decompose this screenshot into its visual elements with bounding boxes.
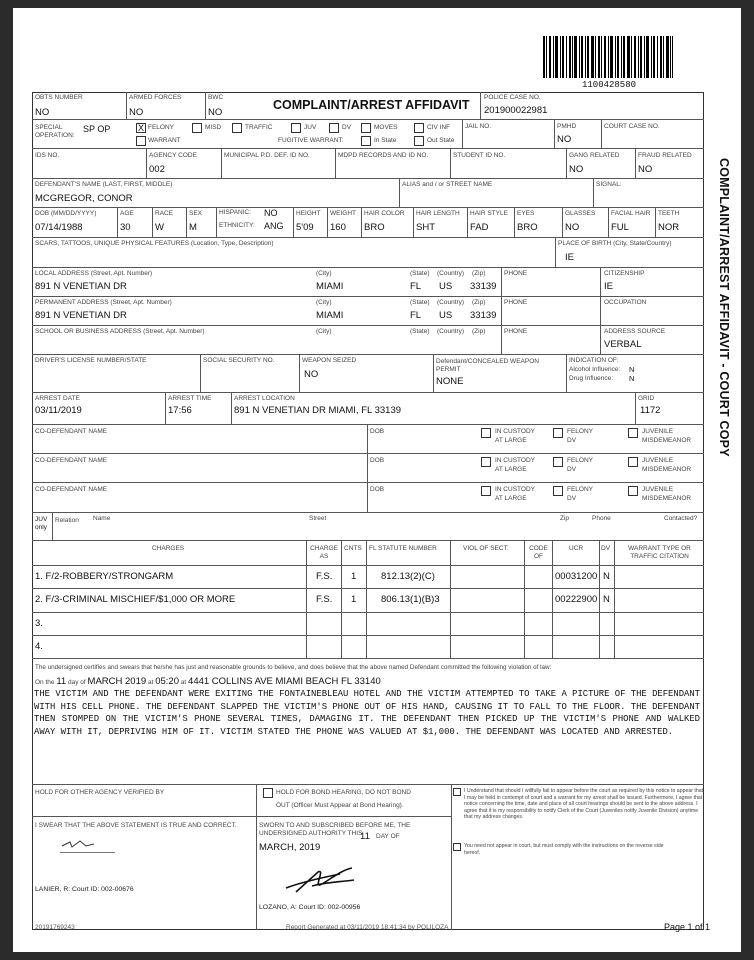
ethnicity-label: ETHNICITY: bbox=[219, 222, 255, 229]
age-value: 30 bbox=[120, 222, 131, 233]
felony-checkbox[interactable] bbox=[553, 457, 563, 467]
certification-text: The undersigned certifies and swears that he/she has just and reasonable grounds to believe, and does believe that the above named Defendant committed the following violation of law: bbox=[35, 664, 552, 671]
charge-as: F.S. bbox=[316, 594, 333, 605]
local-state-label: (State) bbox=[410, 270, 430, 277]
perm-country: US bbox=[439, 310, 453, 321]
perm-city: MIAMI bbox=[316, 310, 344, 321]
juvenile-label: JUVENILE bbox=[642, 486, 674, 493]
offense-location: 4441 COLLINS AVE MIAMI BEACH FL 33140 bbox=[188, 676, 381, 687]
offense-month: MARCH 2019 bbox=[87, 676, 147, 687]
hair-value: BRO bbox=[364, 222, 385, 233]
gang-label: GANG RELATED bbox=[569, 152, 620, 159]
codef-dv-label: DV bbox=[567, 466, 577, 473]
armed-value: NO bbox=[129, 107, 144, 118]
pmhd-label: PMHD bbox=[557, 123, 577, 130]
bwc-label: BWC bbox=[208, 94, 224, 101]
student-label: STUDENT ID NO. bbox=[453, 152, 506, 159]
municipal-label: MUNICIPAL P.D. DEF. ID NO. bbox=[224, 152, 310, 159]
juv-zip-label: Zip bbox=[560, 515, 570, 522]
charge-counts: 1 bbox=[351, 571, 357, 582]
arrest-location: 891 N VENETIAN DR MIAMI, FL 33139 bbox=[234, 405, 402, 416]
gang-value: NO bbox=[569, 164, 584, 175]
needs-not-checkbox[interactable] bbox=[453, 843, 461, 851]
hispanic-label: HISPANIC: bbox=[219, 209, 252, 216]
scars-label: SCARS, TATTOOS, UNIQUE PHYSICAL FEATURES (Location, Type, Description) bbox=[35, 240, 274, 247]
arrest-date-label: ARREST DATE bbox=[35, 395, 80, 402]
pob-value: IE bbox=[565, 252, 574, 263]
hold-bond-checkbox[interactable] bbox=[263, 788, 273, 798]
charge-ucr: 00222900 bbox=[555, 594, 598, 605]
glasses-label: GLASSES bbox=[565, 210, 596, 217]
alcohol-label: Alcohol Influence: bbox=[569, 366, 621, 373]
dv-checkbox[interactable] bbox=[329, 123, 339, 133]
agency-label: AGENCY CODE bbox=[149, 152, 197, 159]
civinf-label: CIV INF bbox=[427, 124, 451, 131]
race-value: W bbox=[155, 222, 164, 233]
weight-value: 160 bbox=[330, 222, 346, 233]
hold-other-label: HOLD FOR OTHER AGENCY VERIFIED BY bbox=[35, 789, 165, 796]
juv-phone-label: Phone bbox=[592, 515, 611, 522]
atlarge-label: AT LARGE bbox=[495, 437, 527, 444]
ucr-header: UCR bbox=[569, 545, 584, 552]
cnts-header: CNTS bbox=[344, 545, 362, 552]
traffic-checkbox[interactable] bbox=[232, 123, 242, 133]
warrant-checkbox[interactable] bbox=[136, 136, 146, 146]
charge-dv: N bbox=[603, 594, 610, 605]
jail-label: JAIL NO. bbox=[465, 123, 492, 130]
local-country: US bbox=[439, 281, 453, 292]
officer-initials bbox=[60, 838, 100, 850]
sex-value: M bbox=[189, 222, 197, 233]
sworn-dayof: DAY OF bbox=[376, 833, 400, 840]
charge-description: 1. F/2-ROBBERY/STRONGARM bbox=[35, 571, 174, 582]
hairlen-label: HAIR LENGTH bbox=[416, 210, 460, 217]
agency-value: 002 bbox=[149, 164, 165, 175]
obts-value: NO bbox=[35, 107, 50, 118]
juv-label: JUV bbox=[304, 124, 317, 131]
local-city-label: (City) bbox=[316, 270, 332, 277]
facial-label: FACIAL HAIR bbox=[611, 210, 651, 217]
special-label: SPECIAL OPERATION: bbox=[35, 124, 75, 139]
hairlen-value: SHT bbox=[416, 222, 435, 233]
outstate-label: Out State bbox=[427, 137, 455, 144]
court-case-label: COURT CASE NO. bbox=[604, 123, 660, 130]
perm-state: FL bbox=[410, 310, 422, 321]
sex-label: SEX bbox=[189, 210, 203, 217]
defendant-signature bbox=[282, 862, 362, 900]
mdpd-label: MDPD RECORDS AND ID NO. bbox=[338, 152, 429, 159]
perm-street: 891 N VENETIAN DR bbox=[35, 310, 127, 321]
felony-checkbox[interactable] bbox=[553, 428, 563, 438]
school-phone-label: PHONE bbox=[504, 328, 528, 335]
narrative: THE VICTIM AND THE DEFENDANT WERE EXITING THE FONTAINEBLEAU HOTEL AND THE VICTIM ATTEMPTED TO TAKE A PICTURE OF THE DEFENDANT WITH HIS CELL PHONE. THE DEFENDANT SLAPPED THE VICTIM'S PHONE OUT OF HIS HAND, CAUSING IT TO FALL TO THE FLOOR. THE DEFENDANT THEN STOMPED ON THE VICTIM'S PHONE SEVERAL TIMES, DAMAGING IT. THE DEFENDANT THEN PICKED UP THE VICTIM'S PHONE AND WALKED AWAY WITH IT, DEPRIVING HIM OF IT. VICTIM STATED THE PHONE WAS VALUED AT $1,000. THE DEFENDANT WAS LOCATED AND ARRESTED. bbox=[34, 689, 700, 737]
signature-line bbox=[60, 852, 115, 853]
school-state-label: (State) bbox=[410, 328, 430, 335]
barcode-number: 1100428580 bbox=[582, 80, 637, 90]
swear-statement: I SWEAR THAT THE ABOVE STATEMENT IS TRUE AND CORRECT. bbox=[35, 822, 237, 829]
hold-bond-label-2: OUT (Officer Must Appear at Bond Hearing). bbox=[276, 802, 404, 809]
barcode bbox=[543, 36, 673, 78]
juvenile-label: JUVENILE bbox=[642, 457, 674, 464]
teeth-label: TEETH bbox=[658, 210, 680, 217]
charge-as: F.S. bbox=[316, 571, 333, 582]
special-value: SP OP bbox=[83, 124, 111, 134]
school-country-label: (Country) bbox=[437, 328, 465, 335]
police-case-label: POLICE CASE NO. bbox=[484, 94, 541, 101]
dv-label: DV bbox=[342, 124, 352, 131]
juv-street-label: Street bbox=[309, 515, 327, 522]
arrest-time-label: ARREST TIME bbox=[168, 395, 212, 402]
perm-zip: 33139 bbox=[470, 310, 497, 321]
local-phone-label: PHONE bbox=[504, 270, 528, 277]
codef-misd-label: MISDEMEANOR bbox=[642, 495, 692, 502]
defendant-name: MCGREGOR, CONOR bbox=[35, 193, 133, 204]
misd-label: MISD bbox=[205, 124, 222, 131]
codef-misd-label: MISDEMEANOR bbox=[642, 466, 692, 473]
custody-label: IN CUSTODY bbox=[495, 457, 535, 464]
fraud-value: NO bbox=[638, 164, 653, 175]
charge-statute: 806.13(1)(B)3 bbox=[381, 594, 440, 605]
juvenile-checkbox[interactable] bbox=[628, 457, 638, 467]
footer-page: Page 1 of 1 bbox=[664, 922, 711, 932]
side-title: COMPLAINT/ARREST AFFIDAVIT - COURT COPY bbox=[717, 158, 731, 457]
charge-description: 4. bbox=[35, 641, 43, 652]
fugitive-label: FUGITIVE WARRANT: bbox=[278, 137, 344, 144]
weapon-label: WEAPON SEIZED bbox=[302, 357, 357, 364]
race-label: RACE bbox=[155, 210, 174, 217]
sworn-day: 11 bbox=[360, 831, 370, 842]
dob-value: 07/14/1988 bbox=[35, 222, 83, 233]
obts-label: OBTS NUMBER bbox=[35, 94, 83, 101]
moves-checkbox[interactable] bbox=[361, 123, 371, 133]
perm-phone-label: PHONE bbox=[504, 299, 528, 306]
ethnicity-value: ANG bbox=[264, 221, 284, 231]
viol-header: VIOL OF SECT. bbox=[463, 545, 509, 552]
custody-checkbox[interactable] bbox=[481, 486, 491, 496]
instate-label: In State bbox=[374, 137, 397, 144]
alias-label: ALIAS and / or STREET NAME bbox=[402, 181, 493, 188]
alcohol-value: N bbox=[629, 365, 635, 374]
armed-label: ARMED FORCES bbox=[129, 94, 182, 101]
co-defendant-dob-label: DOB bbox=[370, 457, 385, 464]
fraud-label: FRAUD RELATED bbox=[638, 152, 692, 159]
local-address-label: LOCAL ADDRESS (Street, Apt. Number) bbox=[35, 270, 153, 277]
local-city: MIAMI bbox=[316, 281, 344, 292]
juv-checkbox[interactable] bbox=[291, 123, 301, 133]
grid-label: GRID bbox=[638, 395, 655, 402]
code-header: CODE OF bbox=[529, 545, 548, 560]
co-defendant-dob-label: DOB bbox=[370, 486, 385, 493]
juv-contacted-label: Contacted? bbox=[664, 515, 698, 522]
drug-value: N bbox=[629, 374, 635, 383]
hairstyle-value: FAD bbox=[470, 222, 489, 233]
arrest-location-label: ARREST LOCATION bbox=[234, 395, 295, 402]
eyes-value: BRO bbox=[517, 222, 538, 233]
co-defendant-name-label: CO-DEFENDANT NAME bbox=[35, 457, 108, 464]
address-source-value: VERBAL bbox=[604, 339, 642, 350]
local-state: FL bbox=[410, 281, 422, 292]
school-zip-label: (Zip) bbox=[472, 328, 486, 335]
felony-label: FELONY bbox=[148, 124, 175, 131]
local-country-label: (Country) bbox=[437, 270, 465, 277]
sworn-month: MARCH, 2019 bbox=[259, 842, 321, 853]
officer-2: LOZANO, A: Court ID: 002-00956 bbox=[259, 904, 361, 911]
perm-address-label: PERMANENT ADDRESS (Street, Apt. Number) bbox=[35, 299, 172, 306]
warrant-label: WARRANT bbox=[148, 137, 181, 144]
co-defendant-name-label: CO-DEFENDANT NAME bbox=[35, 428, 108, 435]
custody-label: IN CUSTODY bbox=[495, 428, 535, 435]
perm-state-label: (State) bbox=[410, 299, 430, 306]
offense-day: 11 bbox=[56, 676, 67, 687]
teeth-value: NOR bbox=[658, 222, 680, 233]
concealed-weapon-value: NONE bbox=[436, 376, 464, 387]
dv-header: DV bbox=[601, 545, 611, 552]
concealed-weapon-label: Defendant/CONCEALED WEAPON PERMIT bbox=[436, 358, 539, 373]
officer-1: LANIER, R: Court ID: 002-00676 bbox=[35, 886, 134, 893]
drug-label: Drug Influence: bbox=[569, 375, 614, 382]
charge-statute: 812.13(2)(C) bbox=[381, 571, 435, 582]
felony-checkbox[interactable]: X bbox=[137, 123, 144, 133]
police-case-value: 201900022981 bbox=[484, 105, 548, 116]
height-label: HEIGHT bbox=[296, 210, 321, 217]
age-label: AGE bbox=[120, 210, 134, 217]
perm-city-label: (City) bbox=[316, 299, 332, 306]
weapon-value: NO bbox=[304, 369, 319, 380]
charge-counts: 1 bbox=[351, 594, 357, 605]
juvenile-checkbox[interactable] bbox=[628, 428, 638, 438]
school-city-label: (City) bbox=[316, 328, 332, 335]
juvenile-checkbox[interactable] bbox=[628, 486, 638, 496]
eyes-label: EYES bbox=[517, 210, 535, 217]
dl-label: DRIVER'S LICENSE NUMBER/STATE bbox=[35, 357, 147, 364]
charge-dv: N bbox=[603, 571, 610, 582]
custody-checkbox[interactable] bbox=[481, 428, 491, 438]
charge-as-header: CHARGE AS bbox=[310, 545, 338, 560]
footer-report: Report Generated at 03/11/2019 18:41:34 by POLILOZA bbox=[286, 924, 449, 931]
atlarge-label: AT LARGE bbox=[495, 466, 527, 473]
codef-felony-label: FELONY bbox=[567, 428, 594, 435]
hold-bond-label: HOLD FOR BOND HEARING, DO NOT BOND bbox=[276, 789, 411, 796]
statute-header: FL STATUTE NUMBER bbox=[369, 545, 437, 552]
understand-checkbox[interactable] bbox=[453, 788, 461, 796]
local-street: 891 N VENETIAN DR bbox=[35, 281, 127, 292]
citizenship-label: CITIZENSHIP bbox=[604, 270, 645, 277]
glasses-value: NO bbox=[565, 222, 580, 233]
occupation-label: OCCUPATION bbox=[604, 299, 647, 306]
codef-dv-label: DV bbox=[567, 437, 577, 444]
local-zip: 33139 bbox=[470, 281, 497, 292]
traffic-label: TRAFFIC bbox=[245, 124, 273, 131]
pmhd-value: NO bbox=[557, 134, 572, 145]
charge-description: 2. F/3-CRIMINAL MISCHIEF/$1,000 OR MORE bbox=[35, 594, 236, 605]
address-source-label: ADDRESS SOURCE bbox=[604, 328, 666, 335]
juvenile-label: JUVENILE bbox=[642, 428, 674, 435]
felony-checkbox[interactable] bbox=[553, 486, 563, 496]
civinf-checkbox[interactable] bbox=[414, 123, 424, 133]
arrest-date: 03/11/2019 bbox=[35, 405, 82, 416]
citizenship-value: IE bbox=[604, 281, 613, 292]
signal-label: SIGNAL: bbox=[596, 181, 622, 188]
hairstyle-label: HAIR STYLE bbox=[470, 210, 508, 217]
arrest-time: 17:56 bbox=[168, 405, 192, 416]
misd-checkbox[interactable] bbox=[192, 123, 202, 133]
bwc-value: NO bbox=[208, 107, 223, 118]
sworn-statement: SWORN TO AND SUBSCRIBED BEFORE ME, THE UNDERSIGNED AUTHORITY THIS bbox=[259, 822, 411, 837]
charges-header: CHARGES bbox=[152, 545, 185, 552]
footer-id: 20191769243 bbox=[35, 924, 75, 931]
instate-checkbox[interactable] bbox=[361, 136, 371, 146]
custody-checkbox[interactable] bbox=[481, 457, 491, 467]
indication-label: INDICATION OF: bbox=[569, 357, 619, 364]
understand-text: I Understand that should I willfully fail to appear before the court as required by this notice to appear that I may be held in contempt of court and a warrant for my arrest shall be issued. Furthermore, I agree that notice concerning the time, date and place of all court hearings should be sent to the above address. I agree that it is my responsibility to notify Clerk of the Court (Juveniles notify Juvenile Division) anytime that my address changes. bbox=[464, 788, 704, 820]
hispanic-value: NO bbox=[264, 208, 278, 218]
weight-label: WEIGHT bbox=[330, 210, 356, 217]
moves-label: MOVES bbox=[374, 124, 398, 131]
charge-description: 3. bbox=[35, 618, 43, 629]
codef-dv-label: DV bbox=[567, 495, 577, 502]
pob-label: PLACE OF BIRTH (City, State/Country) bbox=[558, 240, 672, 247]
juv-only-label: JUV only bbox=[35, 516, 48, 531]
perm-zip-label: (Zip) bbox=[472, 299, 486, 306]
local-zip-label: (Zip) bbox=[472, 270, 486, 277]
outstate-checkbox[interactable] bbox=[414, 136, 424, 146]
juv-name-label: Name bbox=[93, 515, 111, 522]
form-title: COMPLAINT/ARREST AFFIDAVIT bbox=[273, 98, 470, 112]
facial-value: FUL bbox=[611, 222, 629, 233]
codef-misd-label: MISDEMEANOR bbox=[642, 437, 692, 444]
codef-felony-label: FELONY bbox=[567, 457, 594, 464]
co-defendant-name-label: CO-DEFENDANT NAME bbox=[35, 486, 108, 493]
custody-label: IN CUSTODY bbox=[495, 486, 535, 493]
hair-label: HAIR COLOR bbox=[364, 210, 405, 217]
needs-not-text: You need not appear in court, but must comply with the instructions on the reverse side hereof. bbox=[464, 843, 664, 856]
warrant-header: WARRANT TYPE OR TRAFFIC CITATION bbox=[628, 545, 691, 560]
atlarge-label: AT LARGE bbox=[495, 495, 527, 502]
dob-label: DOB (MM/DD/YYYY) bbox=[35, 210, 97, 217]
charge-ucr: 00031200 bbox=[555, 571, 598, 582]
offense-date-line: On the 11 day of MARCH 2019 at 05:20 at 4441 COLLINS AVE MIAMI BEACH FL 33140 bbox=[35, 676, 381, 687]
defendant-name-label: DEFENDANT'S NAME (LAST, FIRST, MIDDLE) bbox=[35, 181, 173, 188]
co-defendant-dob-label: DOB bbox=[370, 428, 385, 435]
height-value: 5'09 bbox=[296, 222, 314, 233]
ssn-label: SOCIAL SECURITY NO. bbox=[203, 357, 275, 364]
perm-country-label: (Country) bbox=[437, 299, 465, 306]
relation-label: Relation bbox=[55, 517, 79, 524]
school-address-label: SCHOOL OR BUSINESS ADDRESS (Street, Apt. Number) bbox=[35, 328, 205, 335]
ids-label: IDS NO. bbox=[35, 152, 60, 159]
grid-value: 1172 bbox=[640, 405, 661, 416]
codef-felony-label: FELONY bbox=[567, 486, 594, 493]
offense-time: 05:20 bbox=[155, 676, 179, 687]
